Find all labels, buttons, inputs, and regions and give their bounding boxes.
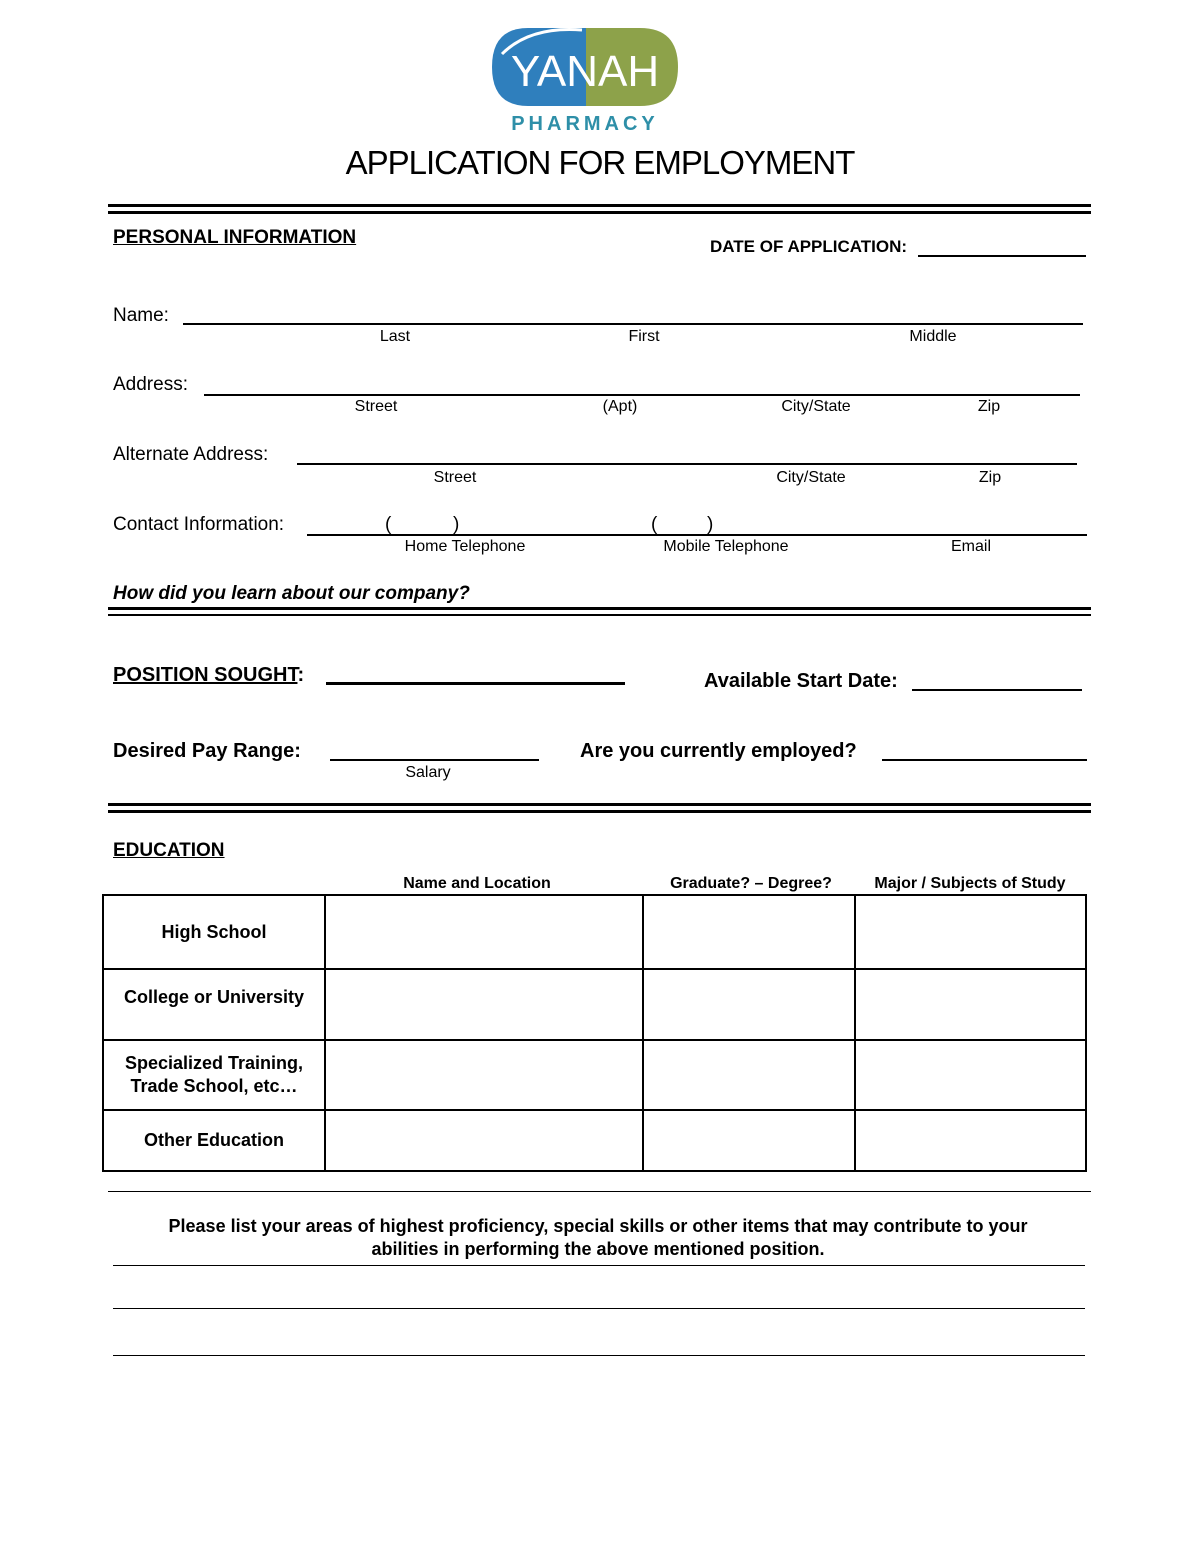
edu-col-major: Major / Subjects of Study <box>874 875 1066 892</box>
skills-answer-line[interactable] <box>113 1265 1085 1266</box>
skills-prompt <box>108 1215 1088 1261</box>
pay-range-field[interactable] <box>330 759 539 761</box>
edu-cell-input[interactable] <box>325 1110 643 1171</box>
page-title: APPLICATION FOR EMPLOYMENT <box>345 144 855 181</box>
name-field[interactable] <box>183 323 1083 325</box>
name-sub-middle: Middle <box>909 328 957 345</box>
edu-cell-input[interactable] <box>855 1110 1086 1171</box>
divider <box>108 211 1091 214</box>
home-phone-area-open: ( <box>385 514 392 535</box>
contact-label: Contact Information: <box>113 514 285 535</box>
start-date-label: Available Start Date: <box>704 670 898 692</box>
start-date-field[interactable] <box>912 689 1082 691</box>
alt-address-field[interactable] <box>297 463 1077 465</box>
edu-cell-input[interactable] <box>643 895 855 969</box>
name-sub-first: First <box>628 328 660 345</box>
employed-field[interactable] <box>882 759 1087 761</box>
personal-heading: PERSONAL INFORMATION <box>113 227 357 248</box>
alt-address-sub-street: Street <box>433 469 477 486</box>
contact-sub-home-telephone: Home Telephone <box>404 538 526 555</box>
edu-row-label-high-school: High School <box>103 895 325 969</box>
alt-address-label: Alternate Address: <box>113 444 269 465</box>
logo-sub-text: PHARMACY <box>511 113 659 135</box>
edu-cell-input[interactable] <box>643 1110 855 1171</box>
edu-cell-input[interactable] <box>643 969 855 1040</box>
education-table <box>102 894 1087 1172</box>
position-colon: : <box>297 664 305 686</box>
date-of-application-field[interactable] <box>918 255 1086 257</box>
learn-question: How did you learn about our company? <box>113 583 470 604</box>
edu-col-name-location: Name and Location <box>403 875 551 892</box>
edu-cell-input[interactable] <box>855 969 1086 1040</box>
position-sought-field[interactable] <box>326 682 625 685</box>
edu-cell-input[interactable] <box>325 969 643 1040</box>
mobile-phone-area-open: ( <box>651 514 658 535</box>
skills-prompt-line-2: abilities in performing the above mentioned position. <box>371 1239 825 1259</box>
address-sub-city-state: City/State <box>781 398 851 415</box>
contact-sub-email: Email <box>950 538 992 555</box>
table-row <box>103 1110 1086 1171</box>
contact-field[interactable] <box>307 534 1087 536</box>
logo-brand-text: YANAH <box>510 47 660 96</box>
divider <box>108 607 1091 610</box>
mobile-phone-area-close: ) <box>707 514 714 535</box>
table-row <box>103 1040 1086 1110</box>
edu-cell-input[interactable] <box>325 895 643 969</box>
employed-label: Are you currently employed? <box>580 740 857 762</box>
address-field[interactable] <box>204 394 1080 396</box>
table-row <box>103 969 1086 1040</box>
date-of-application-label: DATE OF APPLICATION: <box>710 237 908 256</box>
home-phone-area-close: ) <box>453 514 460 535</box>
edu-row-label-specialized-training: Specialized Training, Trade School, etc… <box>103 1040 325 1110</box>
pay-range-sub-salary: Salary <box>405 764 451 781</box>
address-sub-street: Street <box>354 398 398 415</box>
alt-address-sub-zip: Zip <box>978 469 1002 486</box>
pay-range-label: Desired Pay Range: <box>113 740 301 762</box>
skills-answer-line[interactable] <box>113 1355 1085 1356</box>
education-heading: EDUCATION <box>113 840 225 861</box>
skills-prompt-line-1: Please list your areas of highest proficiency, special skills or other items that may contribute to your <box>168 1216 1028 1236</box>
edu-cell-input[interactable] <box>643 1040 855 1110</box>
name-label: Name: <box>113 305 169 326</box>
divider <box>108 810 1091 813</box>
divider <box>108 1191 1091 1192</box>
edu-cell-input[interactable] <box>325 1040 643 1110</box>
edu-cell-input[interactable] <box>855 895 1086 969</box>
address-sub-zip: Zip <box>977 398 1001 415</box>
logo <box>490 24 682 136</box>
logo-graphic <box>490 24 682 136</box>
skills-answer-line[interactable] <box>113 1308 1085 1309</box>
divider <box>108 614 1091 616</box>
edu-row-label-other: Other Education <box>103 1110 325 1171</box>
table-row <box>103 895 1086 969</box>
edu-col-graduate-degree: Graduate? – Degree? <box>670 875 832 892</box>
address-sub-apt: (Apt) <box>602 398 638 415</box>
address-label: Address: <box>113 374 188 395</box>
name-sub-last: Last <box>379 328 411 345</box>
alt-address-sub-city-state: City/State <box>776 469 846 486</box>
contact-sub-mobile-telephone: Mobile Telephone <box>663 538 789 555</box>
edu-row-label-college: College or University <box>103 969 325 1040</box>
edu-cell-input[interactable] <box>855 1040 1086 1110</box>
position-sought-row <box>113 664 304 687</box>
position-heading: POSITION SOUGHT <box>113 664 298 686</box>
divider <box>108 803 1091 806</box>
divider <box>108 204 1091 207</box>
